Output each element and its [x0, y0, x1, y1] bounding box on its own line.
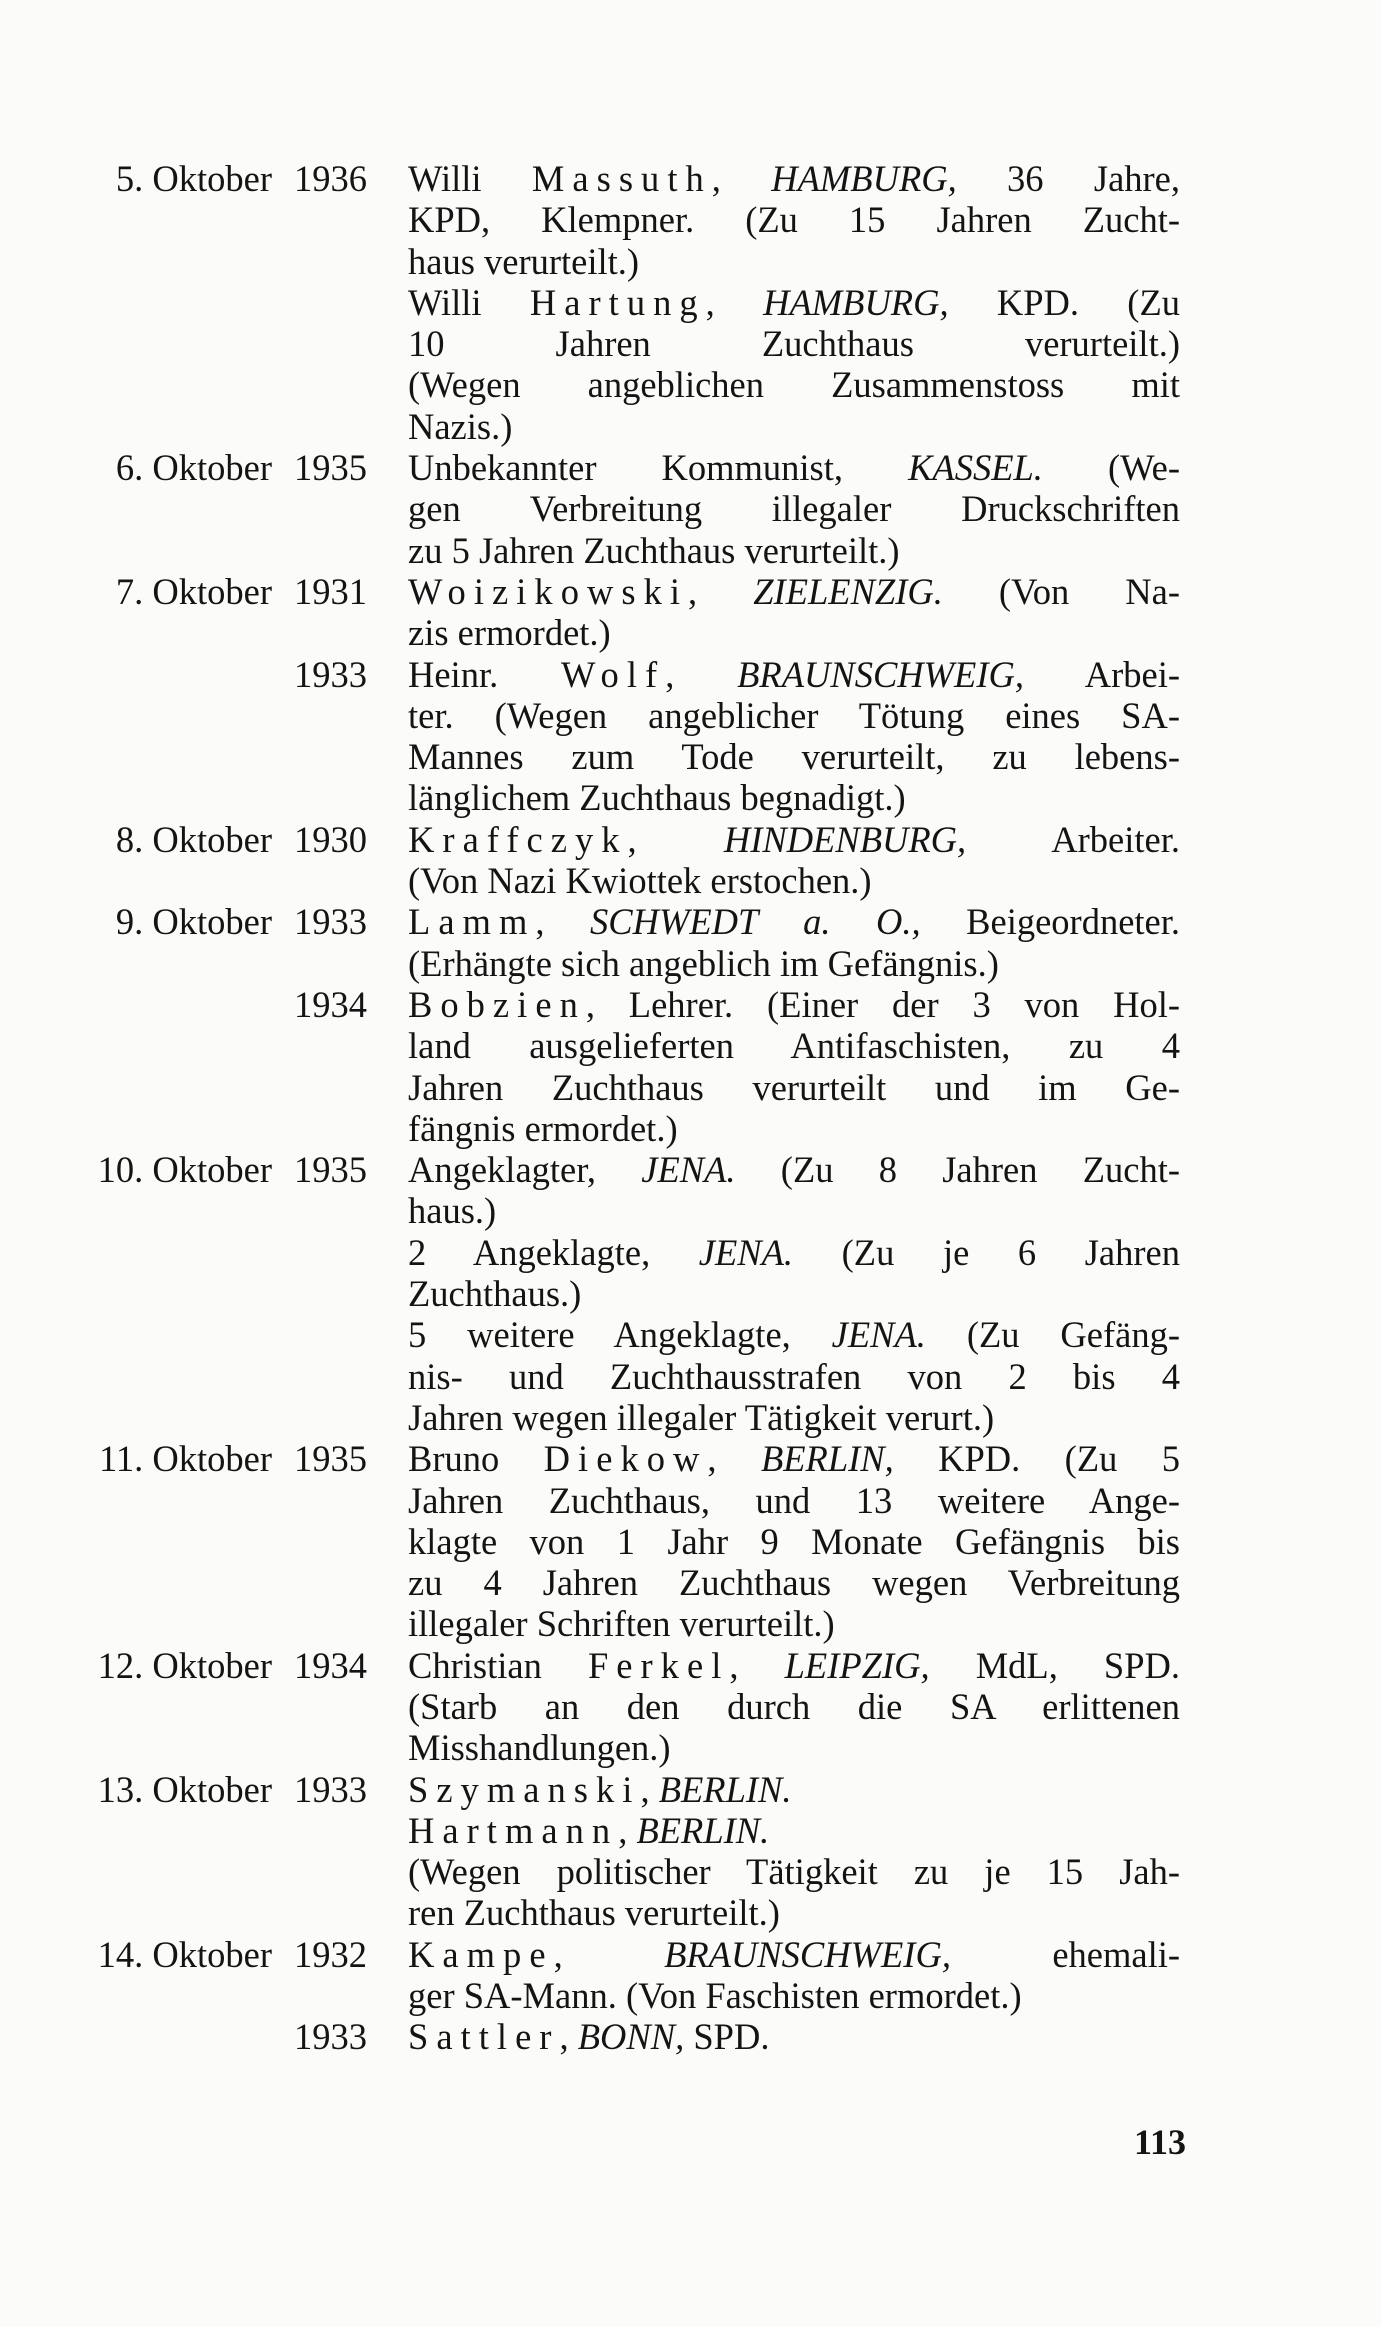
entry-day: 9. Oktober: [115, 901, 272, 943]
entry-line: [408, 1562, 1180, 1603]
entry-line: [408, 1149, 1180, 1190]
entry-text: [408, 447, 1180, 571]
text-segment: ,: [665, 653, 738, 695]
entry-day: 14. Oktober: [97, 1933, 272, 1975]
entry-line: [408, 1397, 1180, 1438]
entry-year: 1931: [294, 570, 367, 612]
text-segment: MdL, SPD.: [929, 1644, 1181, 1686]
entry-line: [408, 1108, 1180, 1149]
entry-date: [0, 984, 376, 1025]
entry-date: [0, 447, 376, 488]
entry-line: [408, 819, 1180, 860]
chronicle-entry: [0, 901, 1381, 984]
chronicle-entry: [0, 447, 1381, 571]
entry-line: [408, 1934, 1180, 1975]
person-name: Szymanski: [408, 1768, 641, 1810]
entry-line: [408, 1769, 1180, 1810]
person-name: Wolf: [561, 653, 666, 695]
chronicle-entry: [0, 1149, 1381, 1438]
person-name: Hartung: [529, 281, 706, 323]
chronicle-entry: [0, 1438, 1381, 1644]
chronicle-entry: [0, 571, 1381, 654]
text-segment: (Zu Gefäng-: [925, 1314, 1180, 1356]
chronicle-entry: [0, 2016, 1381, 2057]
entry-day: 6. Oktober: [115, 447, 272, 489]
entry-line: [408, 1480, 1180, 1521]
entry-year: 1934: [294, 1644, 367, 1686]
place-name: BERLIN.: [658, 1768, 792, 1810]
text-segment: (Zu 8 Jahren Zucht-: [735, 1149, 1180, 1191]
place-name: HINDENBURG,: [723, 818, 967, 860]
entry-date: [0, 1769, 376, 1810]
entry-text: [408, 819, 1180, 902]
entry-line: [408, 612, 1180, 653]
text-segment: SPD.: [684, 2016, 770, 2058]
entry-date: [0, 819, 376, 860]
text-segment: haus.): [408, 1190, 497, 1232]
person-name: Sattler: [408, 2016, 560, 2058]
person-name: Massuth: [531, 158, 712, 199]
text-segment: Arbei-: [1024, 653, 1181, 695]
text-segment: (We-: [1042, 447, 1180, 489]
entry-line: [408, 1521, 1180, 1562]
text-segment: Willi: [408, 158, 532, 199]
place-name: BERLIN.: [636, 1809, 770, 1851]
entry-year: 1932: [294, 1933, 367, 1975]
person-name: Lamm: [408, 901, 536, 943]
place-name: JENA.: [831, 1314, 926, 1356]
entry-line: [408, 406, 1180, 447]
entry-line: [408, 199, 1180, 240]
text-segment: haus verurteilt.): [408, 240, 640, 282]
entry-line: [408, 860, 1180, 901]
entry-text: [408, 1149, 1180, 1438]
text-segment: ger SA-Mann. (Von Faschisten ermordet.): [408, 1975, 1022, 2017]
text-segment: zu 4 Jahren Zuchthaus wegen Verbreitung: [408, 1562, 1180, 1604]
text-segment: ,: [707, 1438, 761, 1480]
entry-line: [408, 530, 1180, 571]
text-segment: (Wegen politischer Tätigkeit zu je 15 Jah-: [408, 1851, 1180, 1893]
entry-text: [408, 984, 1180, 1149]
text-segment: KPD. (Zu: [948, 281, 1181, 323]
entry-year: 1935: [294, 1438, 367, 1480]
entry-line: [408, 241, 1180, 282]
text-segment: Beigeordneter.: [920, 901, 1180, 943]
entry-year: 1933: [294, 653, 367, 695]
text-segment: klagte von 1 Jahr 9 Monate Gefängnis bis: [408, 1520, 1180, 1562]
text-segment: KPD. (Zu 5: [893, 1438, 1181, 1480]
entry-line: [408, 1232, 1180, 1273]
entry-line: [408, 323, 1180, 364]
text-segment: länglichem Zuchthaus begnadigt.): [408, 777, 906, 819]
entry-text: [408, 1645, 1180, 1769]
entry-line: [408, 158, 1180, 199]
chronicle-entries: [0, 158, 1381, 2058]
entry-text: [408, 1934, 1180, 2017]
entry-year: 1935: [294, 1149, 367, 1191]
entry-line: [408, 1067, 1180, 1108]
text-segment: (Von Na-: [942, 570, 1181, 612]
text-segment: Unbekannter Kommunist,: [408, 447, 909, 489]
text-segment: , Lehrer. (Einer der 3 von Hol-: [585, 983, 1180, 1025]
entry-text: [408, 2016, 1180, 2057]
entry-date: [0, 1149, 376, 1190]
entry-day: 7. Oktober: [115, 570, 272, 612]
text-segment: ,: [705, 281, 764, 323]
entry-line: [408, 1025, 1180, 1066]
entry-line: [408, 1892, 1180, 1933]
entry-date: [0, 158, 376, 199]
place-name: BRAUNSCHWEIG,: [737, 653, 1024, 695]
person-name: Woizikowski: [408, 570, 689, 612]
text-segment: 2 Angeklagte,: [408, 1231, 699, 1273]
entry-day: 10. Oktober: [97, 1149, 272, 1191]
text-segment: (Wegen angeblichen Zusammenstoss mit: [408, 364, 1180, 406]
entry-line: [408, 364, 1180, 405]
entry-line: [408, 1975, 1180, 2016]
text-segment: land ausgelieferten Antifaschisten, zu 4: [408, 1025, 1180, 1067]
entry-line: [408, 1727, 1180, 1768]
text-segment: ,: [711, 158, 772, 199]
entry-text: [408, 654, 1180, 819]
entry-day: 8. Oktober: [115, 818, 272, 860]
text-segment: ren Zuchthaus verurteilt.): [408, 1892, 780, 1934]
text-segment: Misshandlungen.): [408, 1727, 671, 1769]
text-segment: (Von Nazi Kwiottek erstochen.): [408, 860, 872, 902]
entry-year: 1930: [294, 818, 367, 860]
person-name: Ferkel: [587, 1644, 730, 1686]
place-name: LEIPZIG,: [784, 1644, 930, 1686]
place-name: ZIELENZIG.: [753, 570, 943, 612]
entry-year: 1935: [294, 447, 367, 489]
chronicle-entry: [0, 1769, 1381, 1934]
entry-line: [408, 695, 1180, 736]
entry-line: [408, 488, 1180, 529]
entry-year: 1933: [294, 1768, 367, 1810]
place-name: BRAUNSCHWEIG,: [664, 1933, 951, 1975]
place-name: SCHWEDT a. O.,: [590, 901, 921, 943]
entry-line: [408, 1356, 1180, 1397]
entry-line: [408, 1314, 1180, 1355]
entry-text: [408, 1769, 1180, 1934]
text-segment: ,: [640, 1768, 659, 1810]
text-segment: Angeklagter,: [408, 1149, 642, 1191]
text-segment: fängnis ermordet.): [408, 1107, 678, 1149]
text-segment: Mannes zum Tode verurteilt, zu lebens-: [408, 736, 1180, 778]
text-segment: ehemali-: [950, 1933, 1180, 1975]
entry-date: [0, 1934, 376, 1975]
text-segment: ,: [729, 1644, 785, 1686]
entry-line: [408, 1273, 1180, 1314]
page-number: 113: [1133, 2122, 1186, 2162]
person-name: Diekow: [543, 1438, 708, 1480]
entry-text: [408, 1438, 1180, 1644]
text-segment: Zuchthaus.): [408, 1273, 582, 1315]
entry-line: [408, 1810, 1180, 1851]
text-segment: zu 5 Jahren Zuchthaus verurteilt.): [408, 529, 900, 571]
chronicle-entry: [0, 654, 1381, 819]
entry-day: 5. Oktober: [115, 158, 272, 199]
text-segment: ter. (Wegen angeblicher Tötung eines SA-: [408, 694, 1180, 736]
place-name: JENA.: [641, 1149, 736, 1191]
text-segment: ,: [553, 1933, 665, 1975]
chronicle-entry: [0, 1934, 1381, 2017]
text-segment: ,: [535, 901, 591, 943]
text-segment: ,: [627, 818, 724, 860]
entry-line: [408, 2016, 1180, 2057]
text-segment: Nazis.): [408, 405, 513, 447]
place-name: HAMBURG,: [771, 158, 957, 199]
text-segment: Jahren wegen illegaler Tätigkeit verurt.): [408, 1396, 995, 1438]
text-segment: ,: [559, 2016, 578, 2058]
entry-year: 1936: [294, 158, 367, 199]
entry-line: [408, 1438, 1180, 1479]
chronicle-entry: [0, 984, 1381, 1149]
entry-day: 13. Oktober: [97, 1768, 272, 1810]
text-segment: (Erhängte sich angeblich im Gefängnis.): [408, 942, 999, 984]
text-segment: 5 weitere Angeklagte,: [408, 1314, 832, 1356]
entry-line: [408, 984, 1180, 1025]
chronicle-entry: [0, 158, 1381, 447]
text-segment: illegaler Schriften verurteilt.): [408, 1603, 835, 1645]
text-segment: (Zu je 6 Jahren: [793, 1231, 1180, 1273]
person-name: Hartmann: [408, 1809, 619, 1851]
entry-line: [408, 447, 1180, 488]
text-segment: nis- und Zuchthausstrafen von 2 bis 4: [408, 1355, 1180, 1397]
entry-line: [408, 736, 1180, 777]
text-segment: KPD, Klempner. (Zu 15 Jahren Zucht-: [408, 199, 1180, 241]
entry-line: [408, 654, 1180, 695]
entry-date: [0, 1645, 376, 1686]
text-segment: ,: [618, 1809, 637, 1851]
entry-year: 1933: [294, 901, 367, 943]
person-name: Kampe: [408, 1933, 554, 1975]
chronicle-entry: [0, 1645, 1381, 1769]
entry-line: [408, 1190, 1180, 1231]
entry-date: [0, 1438, 376, 1479]
entry-line: [408, 777, 1180, 818]
text-segment: Jahren Zuchthaus, und 13 weitere Ange-: [408, 1479, 1180, 1521]
entry-line: [408, 943, 1180, 984]
chronicle-entry: [0, 819, 1381, 902]
place-name: BERLIN,: [760, 1438, 894, 1480]
entry-line: [408, 1645, 1180, 1686]
entry-line: [408, 571, 1180, 612]
entry-year: 1933: [294, 2016, 367, 2058]
text-segment: (Starb an den durch die SA erlittenen: [408, 1685, 1180, 1727]
text-segment: gen Verbreitung illegaler Druckschriften: [408, 488, 1180, 530]
entry-day: 11. Oktober: [98, 1438, 272, 1480]
entry-date: [0, 2016, 376, 2057]
place-name: KASSEL.: [908, 447, 1043, 489]
place-name: JENA.: [698, 1231, 794, 1273]
entry-year: 1934: [294, 983, 367, 1025]
text-segment: 36 Jahre,: [956, 158, 1180, 199]
entry-date: [0, 901, 376, 942]
person-name: Bobzien: [408, 983, 586, 1025]
entry-date: [0, 571, 376, 612]
text-segment: Heinr.: [408, 653, 561, 695]
text-segment: Christian: [408, 1644, 588, 1686]
entry-line: [408, 1603, 1180, 1644]
entry-date: [0, 654, 376, 695]
entry-line: [408, 282, 1180, 323]
text-segment: Willi: [408, 281, 530, 323]
entry-line: [408, 1686, 1180, 1727]
text-segment: Bruno: [408, 1438, 544, 1480]
place-name: HAMBURG,: [763, 281, 949, 323]
text-segment: 10 Jahren Zuchthaus verurteilt.): [408, 323, 1180, 365]
entry-text: [408, 158, 1180, 447]
place-name: BONN,: [577, 2016, 685, 2058]
text-segment: ,: [688, 570, 754, 612]
entry-text: [408, 571, 1180, 654]
entry-line: [408, 1851, 1180, 1892]
entry-day: 12. Oktober: [97, 1644, 272, 1686]
person-name: Kraffczyk: [408, 818, 628, 860]
text-segment: Arbeiter.: [966, 818, 1181, 860]
entry-line: [408, 901, 1180, 942]
text-segment: Jahren Zuchthaus verurteilt und im Ge-: [408, 1066, 1180, 1108]
entry-text: [408, 901, 1180, 984]
text-segment: zis ermordet.): [408, 612, 611, 654]
